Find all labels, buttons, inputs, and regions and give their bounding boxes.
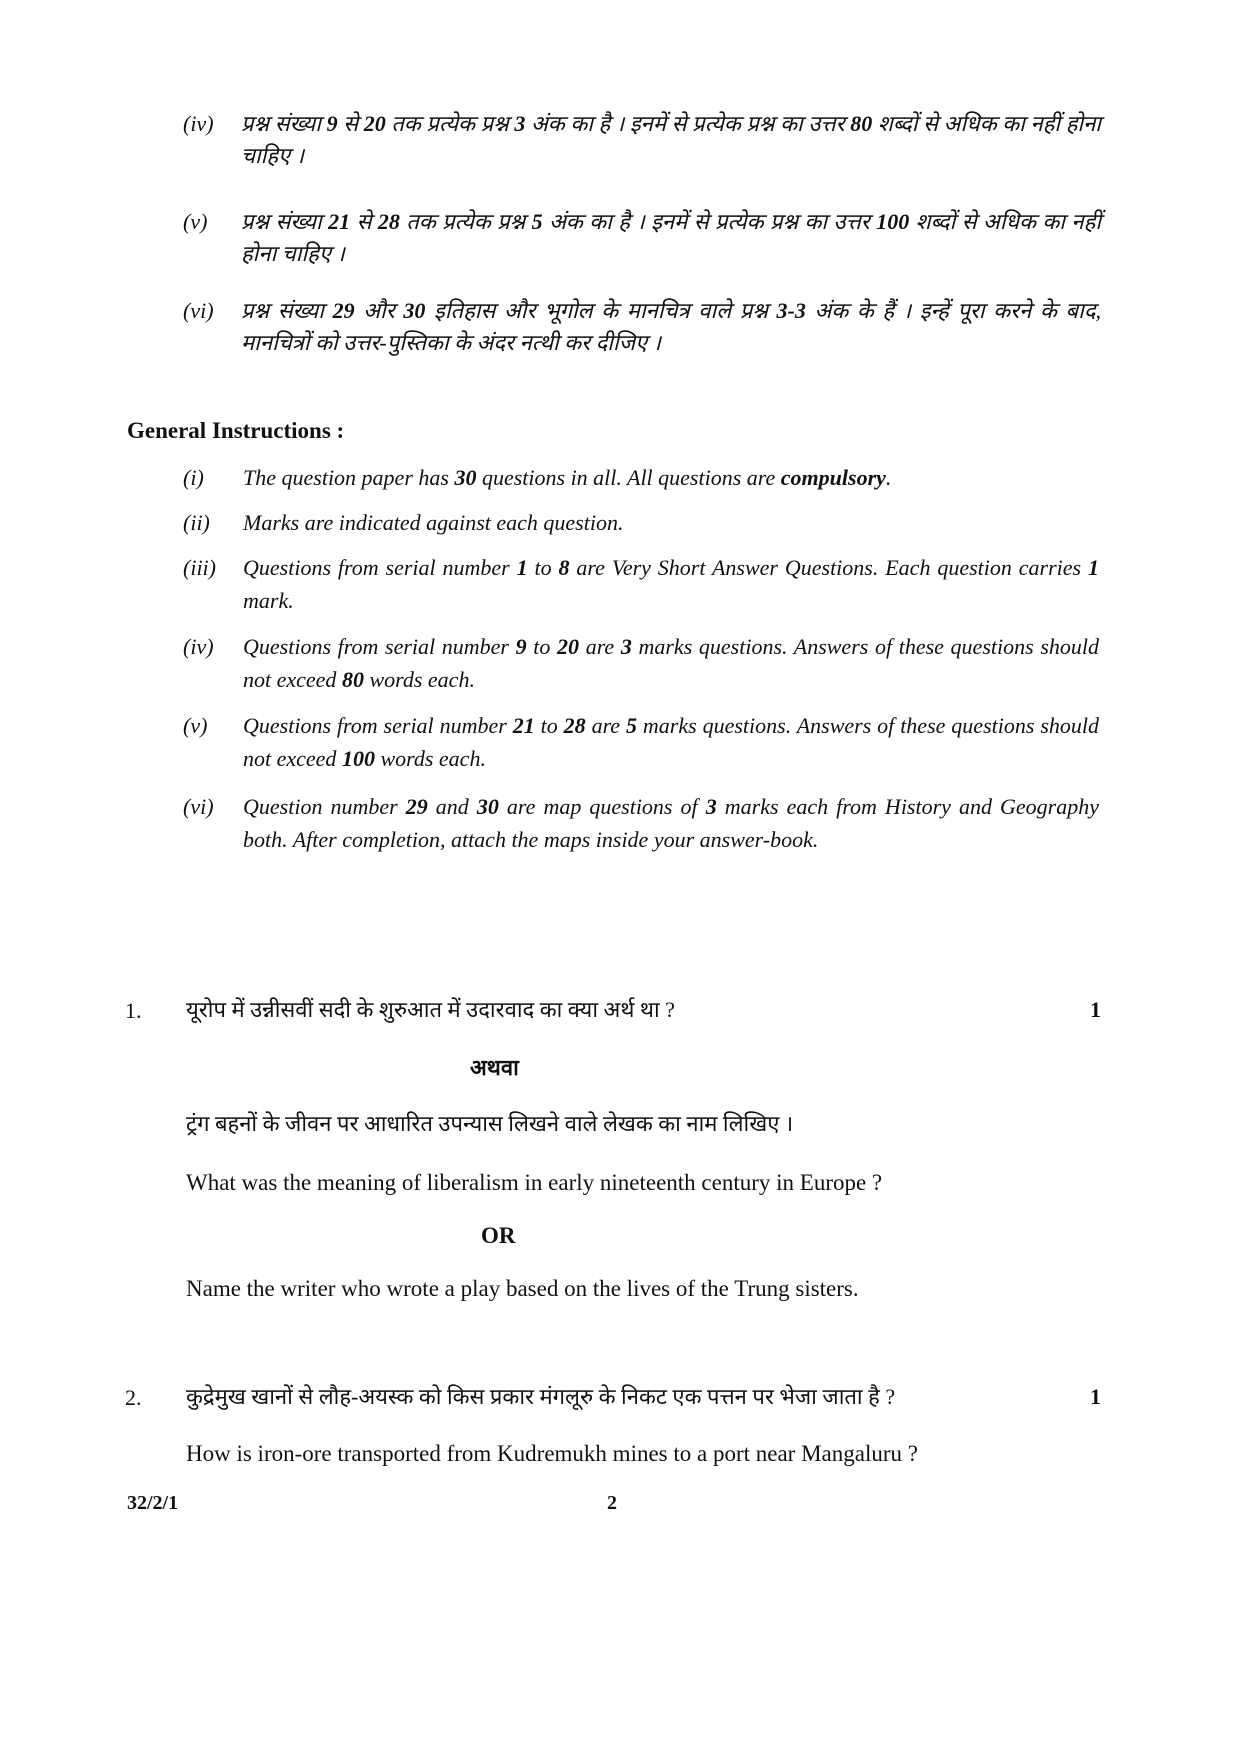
- instruction-iv: [183, 630, 1099, 696]
- instruction-number: (v): [183, 713, 208, 738]
- page-number: 2: [607, 1492, 617, 1514]
- instruction-iii: [183, 551, 1099, 617]
- question-2-english: How is iron-ore transported from Kudremukh mines to a port near Mangaluru ?: [186, 1441, 918, 1466]
- instruction-number: (iv): [183, 111, 214, 136]
- instruction-number: (ii): [183, 510, 210, 535]
- instruction-text: प्रश्न संख्या 9 से 20 तक प्रत्येक प्रश्न 3 अंक का है । इनमें से प्रत्येक प्रश्न का उत्तर 80 शब्दों से अधिक का नहीं होना चाहिए ।: [241, 111, 1101, 168]
- instruction-number: (i): [183, 465, 204, 490]
- question-1-hindi: यूरोप में उन्नीसवीं सदी के शुरुआत में उदारवाद का क्या अर्थ था ?: [186, 997, 675, 1022]
- instruction-number: (iv): [183, 634, 214, 659]
- question-1-hindi-or: अथवा: [470, 1055, 519, 1080]
- question-1-marks: 1: [1090, 997, 1101, 1022]
- question-2-marks: 1: [1090, 1384, 1101, 1409]
- question-1-hindi-alt: ट्रंग बहनों के जीवन पर आधारित उपन्यास लिखने वाले लेखक का नाम लिखिए ।: [186, 1111, 794, 1136]
- hindi-instruction-vi: [183, 295, 1101, 359]
- question-1-english-alt: Name the writer who wrote a play based on the lives of the Trung sisters.: [186, 1276, 859, 1301]
- instruction-text: Marks are indicated against each question.: [243, 510, 624, 535]
- instruction-text: The question paper has 30 questions in all. All questions are compulsory.: [243, 465, 892, 490]
- question-1-number: 1.: [125, 998, 142, 1023]
- instruction-text: Question number 29 and 30 are map questions of 3 marks each from History and Geography both. After completion, attach the maps inside your answer-book.: [243, 794, 1100, 852]
- question-1-english-or: OR: [481, 1223, 516, 1248]
- instruction-number: (vi): [183, 298, 214, 323]
- instruction-text: प्रश्न संख्या 21 से 28 तक प्रत्येक प्रश्न 5 अंक का है । इनमें से प्रत्येक प्रश्न का उत्तर 100 शब्दों से अधिक का नहीं होना चाहिए ।: [241, 209, 1102, 266]
- instruction-text: प्रश्न संख्या 29 और 30 इतिहास और भूगोल के मानचित्र वाले प्रश्न 3-3 अंक के हैं । इन्हें पूरा करने के बाद, मानचित्रों को उत्तर-पुस्तिका के अंदर नत्थी कर दीजिए ।: [241, 298, 1102, 355]
- instruction-text: Questions from serial number 21 to 28 are 5 marks questions. Answers of these questions should not exceed 100 words each.: [243, 713, 1099, 771]
- instruction-number: (iii): [183, 555, 216, 580]
- instruction-v: [183, 709, 1099, 775]
- question-1-english: What was the meaning of liberalism in early nineteenth century in Europe ?: [186, 1170, 883, 1195]
- instruction-i: [183, 461, 1099, 494]
- hindi-instruction-v: [183, 206, 1101, 270]
- instruction-ii: [183, 506, 1099, 539]
- instruction-text: Questions from serial number 9 to 20 are 3 marks questions. Answers of these questions should not exceed 80 words each.: [243, 634, 1099, 692]
- instruction-vi: [183, 790, 1099, 856]
- paper-code: 32/2/1: [127, 1492, 179, 1514]
- instruction-number: (v): [183, 209, 208, 234]
- instruction-number: (vi): [183, 794, 214, 819]
- instruction-text: Questions from serial number 1 to 8 are Very Short Answer Questions. Each question carries 1 mark.: [243, 555, 1099, 613]
- general-instructions-heading: General Instructions :: [127, 418, 345, 443]
- question-2-number: 2.: [125, 1385, 142, 1410]
- hindi-instruction-iv: [183, 108, 1101, 172]
- question-2-hindi: कुद्रेमुख खानों से लौह-अयस्क को किस प्रकार मंगलूरु के निकट एक पत्तन पर भेजा जाता है ?: [186, 1384, 896, 1409]
